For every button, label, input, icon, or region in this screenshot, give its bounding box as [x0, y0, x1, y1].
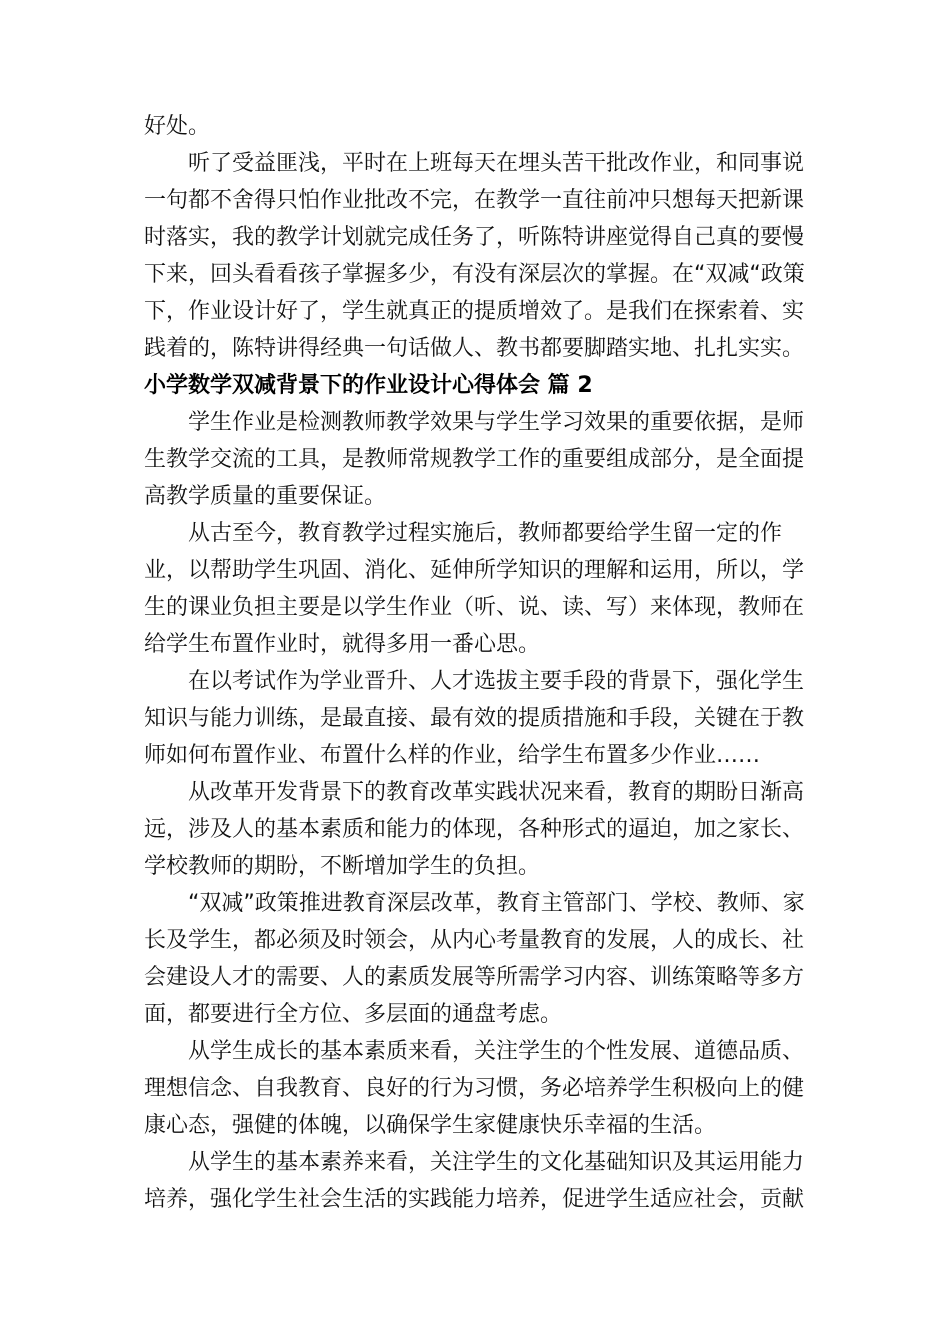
paragraph: 从学生的基本素养来看，关注学生的文化基础知识及其运用能力培养，强化学生社会生活的实践能力培养，促进学生适应社会，贡献: [144, 1150, 805, 1212]
section-heading: 小学数学双减背景下的作业设计心得体会 篇 2: [144, 373, 593, 398]
document-body: [144, 108, 824, 1218]
continuation-text: 好处。: [144, 114, 211, 139]
paragraph: 在以考试作为学业晋升、人才选拔主要手段的背景下，强化学生知识与能力训练，是最直接、最有效的提质措施和手段，关键在于教师如何布置作业、布置什么样的作业，给学生布置多少作业……: [144, 669, 805, 768]
paragraph: 从改革开发背景下的教育改革实践状况来看，教育的期盼日渐高远，涉及人的基本素质和能力的体现，各种形式的逼迫，加之家长、学校教师的期盼，不断增加学生的负担。: [144, 780, 805, 879]
paragraph: 听了受益匪浅，平时在上班每天在埋头苦干批改作业，和同事说一句都不舍得只怕作业批改不完，在教学一直往前冲只想每天把新课时落实，我的教学计划就完成任务了，听陈特讲座觉得自己真的要慢下来，回头看看孩子掌握多少，有没有深层次的掌握。在“双减“政策下，作业设计好了，学生就真正的提质增效了。是我们在探索着、实践着的，陈特讲得经典一句话做人、教书都要脚踏实地、扎扎实实。: [144, 151, 805, 361]
paragraph: “双减”政策推进教育深层改革，教育主管部门、学校、教师、家长及学生，都必须及时领会，从内心考量教育的发展，人的成长、社会建设人才的需要、人的素质发展等所需学习内容、训练策略等多方面，都要进行全方位、多层面的通盘考虑。: [144, 891, 805, 1027]
paragraph: 从古至今，教育教学过程实施后，教师都要给学生留一定的作业，以帮助学生巩固、消化、延伸所学知识的理解和运用，所以，学生的课业负担主要是以学生作业（听、说、读、写）来体现，教师在给学生布置作业时，就得多用一番心思。: [144, 521, 805, 657]
paragraph: 学生作业是检测教师教学效果与学生学习效果的重要依据，是师生教学交流的工具，是教师常规教学工作的重要组成部分，是全面提高教学质量的重要保证。: [144, 410, 805, 509]
paragraph: 从学生成长的基本素质来看，关注学生的个性发展、道德品质、理想信念、自我教育、良好的行为习惯，务必培养学生积极向上的健康心态，强健的体魄，以确保学生家健康快乐幸福的生活。: [144, 1039, 805, 1138]
